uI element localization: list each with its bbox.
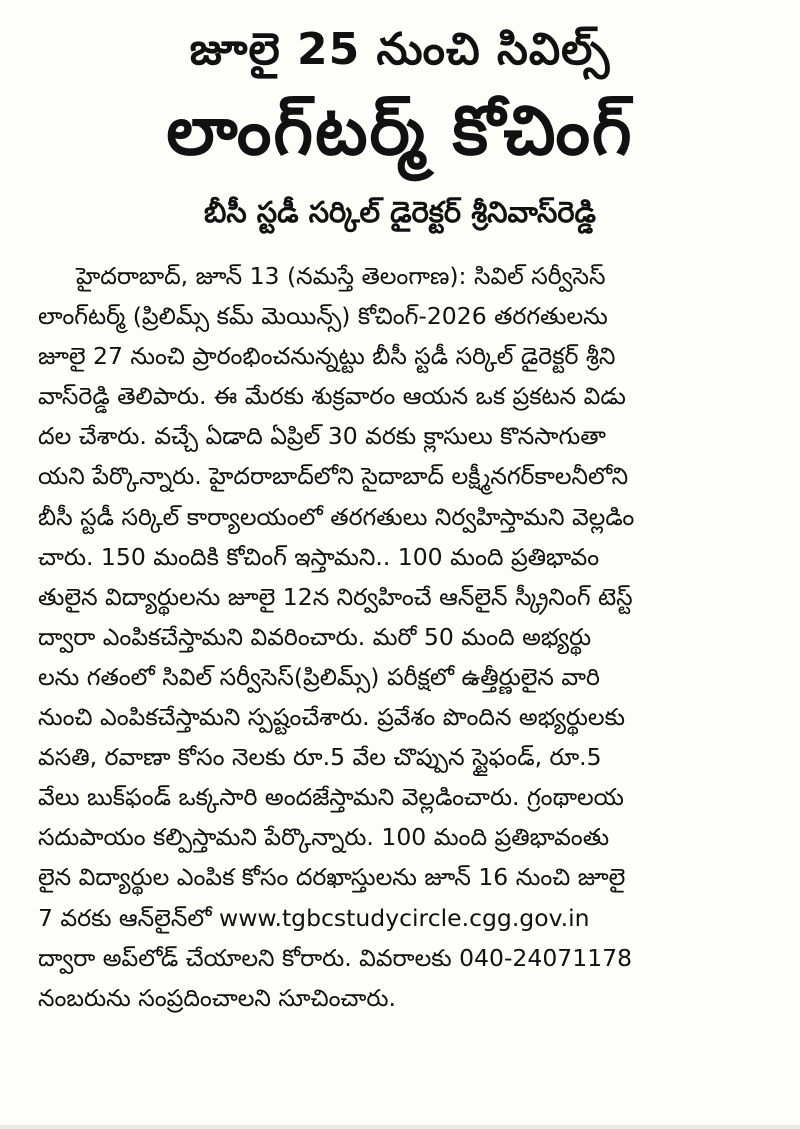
article-line: వాస్‌రెడ్డి తెలిపారు. ఈ మేరకు శుక్రవారం ఆయన ఒక ప్రకటన విడు bbox=[38, 382, 626, 411]
article-line: సదుపాయం కల్పిస్తామని పేర్కొన్నారు. 100 మంది ప్రతిభావంతు bbox=[38, 823, 610, 852]
article-line: బీసీ స్టడీ సర్కిల్ కార్యాలయంలో తరగతులు నిర్వహిస్తామని వెల్లడిం bbox=[38, 502, 635, 531]
article-line: వేలు బుక్‌ఫండ్ ఒక్కసారి అందజేస్తామని వెల్లడించారు. గ్రంథాలయ bbox=[38, 783, 624, 812]
article-line: జూలై 27 నుంచి ప్రారంభించనున్నట్టు బీసీ స్టడీ సర్కిల్ డైరెక్టర్ శ్రీని bbox=[38, 342, 616, 371]
article-line: లాంగ్‌టర్మ్ (ప్రిలిమ్స్ కమ్ మెయిన్స్) కోచింగ్-2026 తరగతులను bbox=[38, 302, 608, 331]
article-line: ద్వారా అప్‌లోడ్ చేయాలని కోరారు. వివరాలకు 040-24071178 bbox=[38, 943, 633, 972]
bottom-edge bbox=[0, 1125, 800, 1129]
article-line: ద్వారా ఎంపికచేస్తామని వివరించారు. మరో 50 మంది అభ్యర్థు bbox=[38, 622, 592, 651]
article-line: దల చేశారు. వచ్చే ఏడాది ఏప్రిల్ 30 వరకు క్లాసులు కొనసాగుతా bbox=[38, 422, 606, 451]
article-body bbox=[38, 256, 768, 1018]
main-headline: లాంగ్‌టర్మ్ కోచింగ్ bbox=[166, 92, 634, 171]
article-line: చారు. 150 మందికి కోచింగ్ ఇస్తామని.. 100 మంది ప్రతిభావం bbox=[38, 542, 600, 571]
article-line: నుంచి ఎంపికచేస్తామని స్పష్టంచేశారు. ప్రవేశం పొందిన అభ్యర్థులకు bbox=[38, 703, 625, 732]
article-line: వసతి, రవాణా కోసం నెలకు రూ.5 వేల చొప్పున స్టైఫండ్, రూ.5 bbox=[38, 743, 602, 772]
article-line: 7 వరకు ఆన్‌లైన్‌లో www.tgbcstudycircle.cgg.gov.in bbox=[38, 903, 590, 932]
kicker-headline: జూలై 25 నుంచి సివిల్స్ bbox=[189, 24, 611, 75]
article-line: హైదరాబాద్, జూన్ 13 (నమస్తే తెలంగాణ): సివిల్ సర్వీసెస్ bbox=[76, 262, 606, 290]
byline-subheading: బీసీ స్టడీ సర్కిల్ డైరెక్టర్ శ్రీనివాస్‌రెడ్డి bbox=[203, 195, 597, 229]
article-line: లను గతంలో సివిల్ సర్వీసెస్(ప్రిలిమ్స్) పరీక్షలో ఉత్తీర్ణులైన వారి bbox=[38, 662, 600, 691]
article-line: యని పేర్కొన్నారు. హైదరాబాద్‌లోని సైదాబాద్ లక్ష్మీనగర్‌కాలనీలోని bbox=[38, 462, 629, 491]
article-line: లైన విద్యార్థుల ఎంపిక కోసం దరఖాస్తులను జూన్ 16 నుంచి జూలై bbox=[38, 863, 626, 892]
article-line: తులైన విద్యార్థులను జూలై 12న నిర్వహించే ఆన్‌లైన్ స్క్రీనింగ్ టెస్ట్ bbox=[38, 582, 633, 611]
article-line: నంబరును సంప్రదించాలని సూచించారు. bbox=[38, 983, 396, 1012]
